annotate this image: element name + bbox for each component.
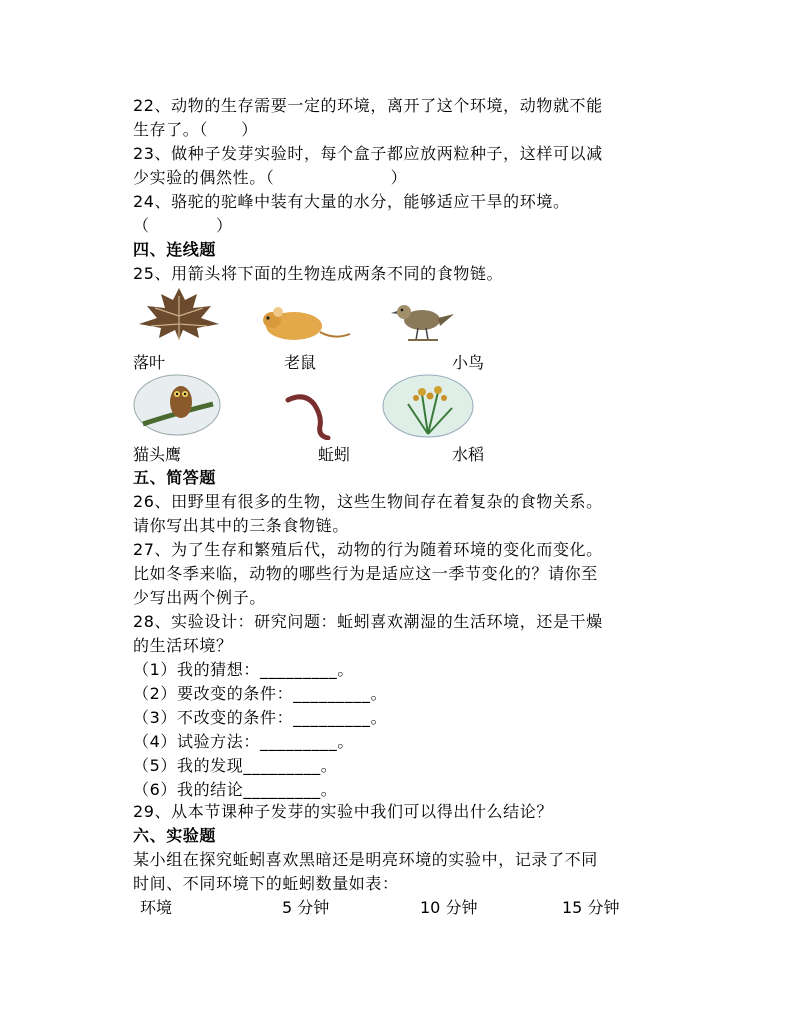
mouse-image	[256, 300, 352, 344]
caption-rice: 水稻	[452, 445, 485, 464]
caption-earthworm: 蚯蚓	[318, 445, 351, 464]
question-26-line-1: 26、田野里有很多的生物，这些生物间存在着复杂的食物关系。	[133, 492, 603, 511]
question-28-item-4: （4）试验方法：_________。	[133, 732, 354, 751]
section-6-heading: 六、实验题	[133, 826, 217, 845]
caption-bird: 小鸟	[452, 353, 485, 372]
section-6-intro-line-1: 某小组在探究蚯蚓喜欢黑暗还是明亮环境的实验中，记录了不同	[133, 850, 598, 869]
question-28-item-3: （3）不改变的条件：_________。	[133, 708, 388, 727]
question-29: 29、从本节课种子发芽的实验中我们可以得出什么结论？	[133, 802, 553, 821]
caption-leaf: 落叶	[133, 353, 166, 372]
question-23-line-1: 23、做种子发芽实验时，每个盒子都应放两粒种子，这样可以减	[133, 144, 603, 163]
question-28-line-2: 的生活环境？	[133, 636, 233, 655]
question-28-item-2: （2）要改变的条件：_________。	[133, 684, 388, 703]
question-27-line-2: 比如冬季来临，动物的哪些行为是适应这一季节变化的？请你至	[133, 564, 598, 583]
question-22-line-1: 22、动物的生存需要一定的环境，离开了这个环境，动物就不能	[133, 96, 603, 115]
question-23-line-2: 少实验的偶然性。（ ）	[133, 168, 408, 187]
question-25: 25、用箭头将下面的生物连成两条不同的食物链。	[133, 264, 504, 283]
question-27-line-3: 少写出两个例子。	[133, 588, 266, 607]
fallen-leaf-image	[133, 286, 225, 342]
question-28-item-1: （1）我的猜想：_________。	[133, 660, 354, 679]
bird-image	[388, 296, 456, 346]
caption-mouse: 老鼠	[284, 353, 317, 372]
rice-plant-image	[382, 374, 474, 438]
question-28-line-1: 28、实验设计：研究问题：蚯蚓喜欢潮湿的生活环境，还是干燥	[133, 612, 603, 631]
question-24-line-1: 24、骆驼的驼峰中装有大量的水分，能够适应干旱的环境。	[133, 192, 570, 211]
caption-owl: 猫头鹰	[133, 445, 182, 464]
table-header-10min: 10 分钟	[420, 898, 478, 917]
owl-image	[133, 374, 221, 436]
table-header-15min: 15 分钟	[562, 898, 620, 917]
question-26-line-2: 请你写出其中的三条食物链。	[133, 516, 349, 535]
question-24-line-2: （ ）	[133, 216, 233, 235]
earthworm-image	[284, 392, 340, 440]
section-4-heading: 四、连线题	[133, 240, 217, 259]
table-header-environment: 环境	[140, 898, 173, 917]
question-28-item-6: （6）我的结论_________。	[133, 780, 338, 799]
question-28-item-5: （5）我的发现_________。	[133, 756, 338, 775]
section-5-heading: 五、简答题	[133, 468, 217, 487]
question-22-line-2: 生存了。（ ）	[133, 120, 258, 139]
section-6-intro-line-2: 时间、不同环境下的蚯蚓数量如表：	[133, 874, 399, 893]
table-header-5min: 5 分钟	[282, 898, 330, 917]
question-27-line-1: 27、为了生存和繁殖后代，动物的行为随着环境的变化而变化。	[133, 540, 603, 559]
